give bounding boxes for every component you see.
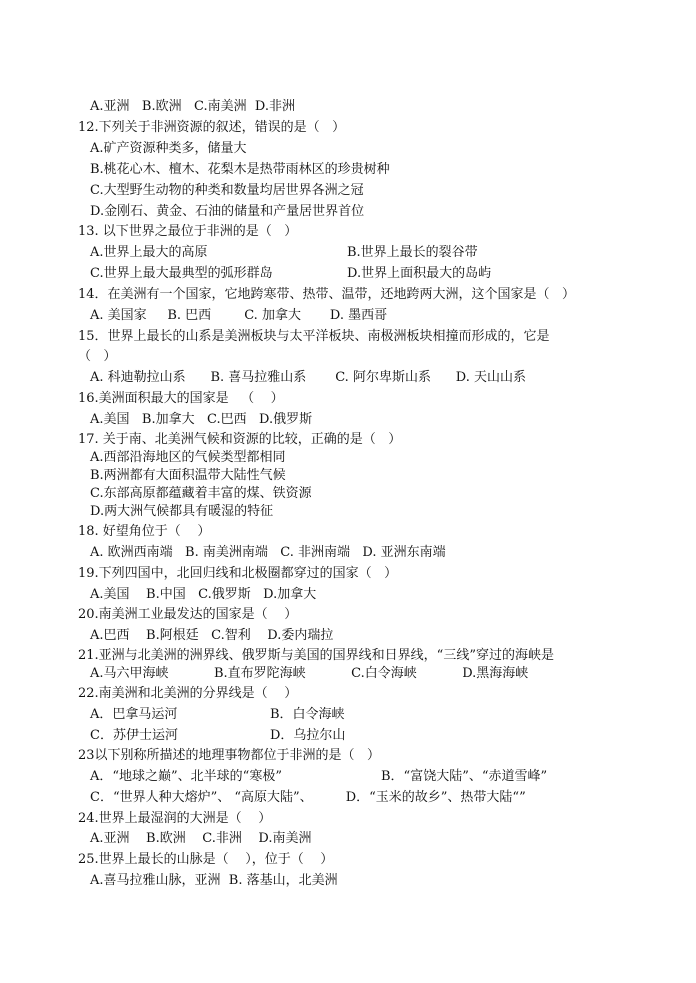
question-line: 17. 关于南、北美洲气候和资源的比较，正确的是（ ）: [78, 432, 402, 447]
option-line: B.桃花心木、檀木、花梨木是热带雨林区的珍贵树种: [90, 162, 390, 177]
question-line: 23以下别称所描述的地理事物都位于非洲的是（ ）: [78, 748, 380, 763]
option-line: C．“世界人种大熔炉”、 “高原大陆”、 D．“玉米的故乡”、热带大陆“”: [90, 790, 526, 805]
option-line: A.西部沿海地区的气候类型都相同: [90, 450, 286, 465]
question-line: 16.美洲面积最大的国家是 （ ）: [78, 391, 284, 406]
option-line: A．“地球之巅”、北半球的“寒极”: [90, 769, 282, 784]
option-line: A.美国 B.加拿大 C.巴西 D.俄罗斯: [90, 412, 313, 427]
question-line: 19.下列四国中，北回归线和北极圈都穿过的国家（ ）: [78, 566, 398, 581]
question-line: 24.世界上最湿润的大洲是（ ）: [78, 811, 272, 826]
option-line: A.世界上最大的高原: [90, 245, 208, 260]
option-line: C.东部高原都蕴藏着丰富的煤、铁资源: [90, 486, 312, 501]
question-line: 12.下列关于非洲资源的叙述，错误的是（ ）: [78, 120, 346, 135]
option-line: A. 科迪勒拉山系 B. 喜马拉雅山系 C. 阿尔卑斯山系 D. 天山山系: [90, 370, 526, 385]
option-line: A．巴拿马运河: [90, 707, 178, 722]
option-line-right: B．“富饶大陆”、“赤道雪峰”: [381, 769, 548, 784]
option-line-right: B．白令海峡: [270, 707, 345, 722]
option-line-right: D．乌拉尔山: [270, 728, 346, 743]
question-line: （ ）: [78, 349, 117, 364]
option-line: C.世界上最大最典型的弧形群岛: [90, 266, 273, 281]
question-line: 18. 好望角位于（ ）: [78, 524, 211, 539]
option-line: A.巴西 B.阿根廷 C.智利 D.委内瑞拉: [90, 628, 334, 643]
option-line-right: D.世界上面积最大的岛屿: [347, 266, 492, 281]
option-line: A.马六甲海峡 B.直布罗陀海峡 C.白令海峡 D.黑海海峡: [90, 666, 529, 681]
option-line: A. 欧洲西南端 B. 南美洲南端 C. 非洲南端 D. 亚洲东南端: [90, 545, 446, 560]
question-line: 15．世界上最长的山系是美洲板块与太平洋板块、南极洲板块相撞而形成的，它是: [78, 329, 550, 344]
option-line-right: B.世界上最长的裂谷带: [347, 245, 478, 260]
option-line: A.亚洲 B.欧洲 C.非洲 D.南美洲: [90, 831, 312, 846]
question-line: 22.南美洲和北美洲的分界线是（ ）: [78, 686, 298, 701]
option-line: A.亚洲 B.欧洲 C.南美洲 D.非洲: [90, 99, 295, 114]
option-line: B.两洲都有大面积温带大陆性气候: [90, 468, 286, 483]
question-line: 21.亚洲与北美洲的洲界线、俄罗斯与美国的国界线和日界线，“三线”穿过的海峡是: [78, 648, 554, 663]
question-line: 25.世界上最长的山脉是（ ），位于（ ）: [78, 852, 334, 867]
option-line: A.喜马拉雅山脉，亚洲 B. 落基山，北美洲: [90, 873, 338, 888]
question-line: 14．在美洲有一个国家，它地跨寒带、热带、温带，还地跨两大洲，这个国家是（ ）: [78, 287, 575, 302]
option-line: C．苏伊士运河: [90, 728, 178, 743]
option-line: D.两大洲气候都具有暖湿的特征: [90, 504, 274, 519]
option-line: C.大型野生动物的种类和数量均居世界各洲之冠: [90, 183, 364, 198]
option-line: A.美国 B.中国 C.俄罗斯 D.加拿大: [90, 587, 317, 602]
option-line: A.矿产资源种类多，储量大: [90, 141, 247, 156]
option-line: D.金刚石、黄金、石油的储量和产量居世界首位: [90, 204, 365, 219]
question-line: 13. 以下世界之最位于非洲的是（ ）: [78, 224, 298, 239]
question-line: 20.南美洲工业最发达的国家是（ ）: [78, 607, 298, 622]
option-line: A. 美国家 B. 巴西 C. 加拿大 D. 墨西哥: [90, 308, 388, 323]
